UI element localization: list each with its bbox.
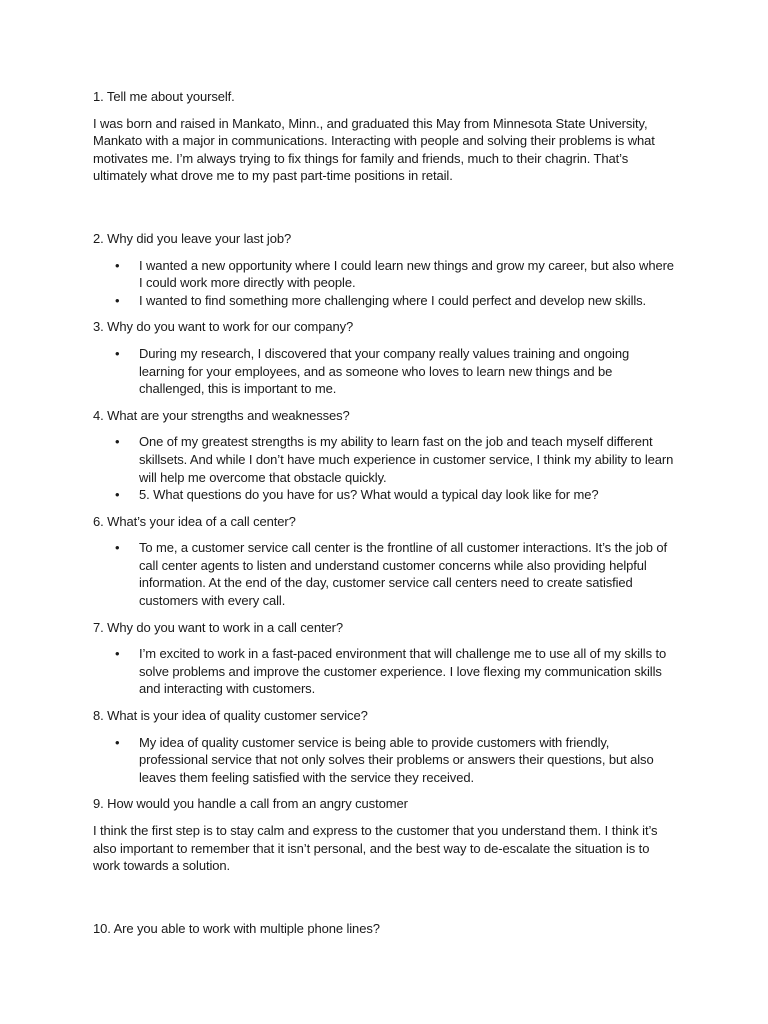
answer-6-list	[93, 539, 678, 609]
bullet-icon: •	[115, 257, 120, 273]
spacer	[93, 194, 678, 230]
list-item-text: I’m excited to work in a fast-paced environment that will challenge me to use all of my skills to solve problems and improve the customer experience. I love flexing my communication skills and interacting with customers.	[139, 646, 667, 697]
list-item-text: I wanted to find something more challenging where I could perfect and develop new skills.	[139, 292, 647, 308]
answer-8-list	[93, 734, 678, 787]
question-6: 6. What’s your idea of a call center?	[93, 513, 296, 529]
list-item	[93, 345, 678, 398]
list-item-text: I wanted a new opportunity where I could learn new things and grow my career, but also where I could work more directly with people.	[139, 257, 674, 291]
list-item-text: To me, a customer service call center is the frontline of all customer interactions. It’s the job of call center agents to listen and understand customer concerns while also providing helpful information. At the end of the day, customer service call centers need to create satisfied customers with every call.	[139, 540, 668, 609]
list-item-text: 5. What questions do you have for us? What would a typical day look like for me?	[139, 487, 599, 503]
question-4: 4. What are your strengths and weaknesses?	[93, 407, 350, 423]
bullet-icon: •	[115, 540, 120, 556]
answer-1: I was born and raised in Mankato, Minn., and graduated this May from Minnesota State University, Mankato with a major in communications. Interacting with people and solving their problems is what motivates me. I’m always trying to fix things for family and friends, much to their chagrin. That’s ultimately what drove me to my past part-time positions in retail.	[93, 115, 655, 184]
list-item	[93, 539, 678, 609]
answer-4-list	[93, 433, 678, 503]
question-1: 1. Tell me about yourself.	[93, 89, 235, 104]
question-3: 3. Why do you want to work for our company?	[93, 319, 354, 335]
answer-2-list	[93, 257, 678, 310]
bullet-icon: •	[115, 345, 120, 361]
answer-3-list	[93, 345, 678, 398]
question-2: 2. Why did you leave your last job?	[93, 230, 292, 246]
document-body	[93, 88, 678, 946]
list-item	[93, 257, 678, 292]
list-item	[93, 486, 678, 504]
question-7: 7. Why do you want to work in a call center?	[93, 619, 343, 635]
list-item-text: During my research, I discovered that your company really values training and ongoing learning for your employees, and as someone who loves to learn new things and be challenged, this is important to me.	[139, 345, 630, 397]
question-8: 8. What is your idea of quality customer service?	[93, 708, 368, 724]
bullet-icon: •	[115, 487, 120, 503]
bullet-icon: •	[115, 434, 120, 450]
answer-9: I think the first step is to stay calm and express to the customer that you understand them. I think it’s also important to remember that it isn’t personal, and the best way to de-escalate the situation is to work towards a solution.	[93, 823, 658, 874]
list-item-text: One of my greatest strengths is my ability to learn fast on the job and teach myself different skillsets. And while I don’t have much experience in customer service, I think my ability to learn will help me overcome that obstacle quickly.	[139, 434, 674, 485]
list-item	[93, 292, 678, 310]
answer-7-list	[93, 645, 678, 698]
list-item	[93, 645, 678, 698]
bullet-icon: •	[115, 292, 120, 308]
list-item	[93, 734, 678, 787]
question-9: 9. How would you handle a call from an angry customer	[93, 796, 408, 812]
list-item-text: My idea of quality customer service is being able to provide customers with friendly, professional service that not only solves their problems or answers their questions, but also leaves them feeling satisfied with the service they received.	[139, 734, 654, 785]
bullet-icon: •	[115, 646, 120, 662]
spacer	[93, 884, 678, 920]
bullet-icon: •	[115, 734, 120, 750]
list-item	[93, 433, 678, 486]
question-10: 10. Are you able to work with multiple phone lines?	[93, 920, 380, 936]
